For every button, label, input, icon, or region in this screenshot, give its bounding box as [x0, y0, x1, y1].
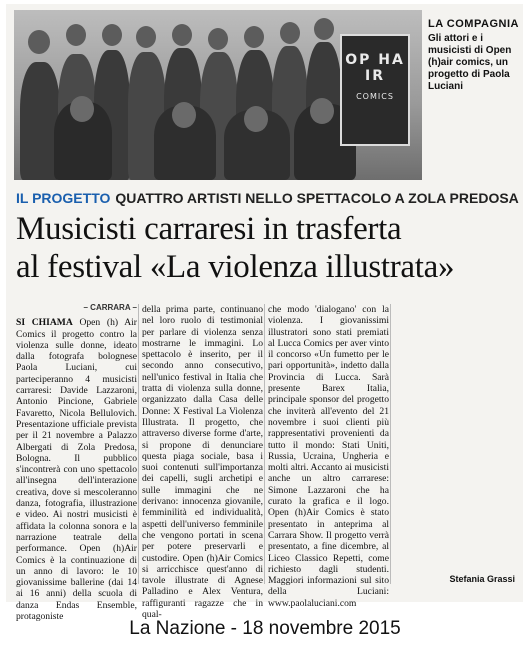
photo-caption	[428, 18, 520, 93]
article-lead: SI CHIAMA	[16, 317, 73, 329]
article-column-2	[142, 304, 263, 620]
column-divider	[390, 304, 391, 584]
logo-subtitle: COMICS	[356, 92, 394, 101]
column-1-text: Open (h) Air Comics il progetto contro la violenza sulle donne, ideato dalla fotografa bolognese Paola Luciani, cui parteciperanno 4 musicisti carraresi: Davide Lazzaroni, Antonio Pincione, Gabriele Favaretto, Nicola Bellulovich. Presentazione ufficiale prevista per il 21 novembre a Palazzo Albergati di Zola Predosa, Bologna. Il pubblico s'incontrerà con uno spettacolo all'insegna dell'interazione creativa, dove si mescoleranno danza, fotografia, illustrazione e video. Ai nostri musicisti è affidata la colonna sonora e la narrazione teatrale della performance. Open (h)Air Comics è la continuazione di un anno di lavoro: le 10 giovanissime ballerine (dai 14 ai 16 anni) della scuola di danza Endas Ensemble, protagoniste	[16, 317, 137, 623]
caption-title: LA COMPAGNIA	[428, 18, 519, 30]
newspaper-clipping	[6, 4, 523, 623]
author-signature: Stefania Grassi	[449, 574, 515, 584]
article-column-3	[268, 304, 389, 609]
kicker-label: IL PROGETTO	[16, 190, 111, 206]
kicker	[16, 190, 519, 206]
dateline: – CARRARA –	[83, 303, 137, 312]
company-photo	[14, 10, 422, 180]
column-3-text: che modo 'dialogano' con la violenza. I giovanissimi illustratori sono stati premiati al Lucca Comics per aver vinto il concorso «Un fumetto per le pari opportunità», indetto dalla Provincia di Lucca. Sarà presente Barex Italia, principale sponsor del progetto che inviterà all'evento del 21 novembre i suoi clienti più rappresentativi provenienti da tutto il mondo: Stati Uniti, Russia, Ucraina, Ungheria e molti altri. Accanto ai musicisti anche un altro carrarese: Simone Lazzaroni che ha curato la grafica e il logo. Open (h)Air Comics è stato presentato in anteprima al Carrara Show. Il progetto verrà presentato, a fine dicembre, al Liceo Classico Repetti, come richiesto dagli studenti. Maggiori informazioni sul sito della Luciani: www.paolaluciani.com	[268, 304, 389, 609]
open-hair-comics-logo	[340, 34, 410, 146]
column-divider	[264, 304, 265, 584]
headline-line-2: al festival «La violenza illustrata»	[16, 249, 455, 285]
article-column-1	[16, 302, 137, 622]
kicker-text: QUATTRO ARTISTI NELLO SPETTACOLO A ZOLA PREDOSA	[115, 190, 519, 206]
caption-text: Gli attori e i musicisti di Open (h)air comics, un progetto di Paola Luciani	[428, 33, 512, 92]
source-footer: La Nazione - 18 novembre 2015	[129, 618, 401, 639]
logo-title: OP HA IR	[345, 52, 405, 84]
headline	[16, 210, 516, 286]
column-2-text: della prima parte, continuano nel loro ruolo di testimonial per parlare di violenza senza mostrarne le immagini. Lo spettacolo è inserito, per il secondo anno consecutivo, nell'unico festival in Italia che tratta di violenza sulla donne, organizzato dalla Casa delle Donne: X Festival La Violenza Illustrata. Il progetto, che attraverso diverse forme d'arte, si propone di denunciare questa piaga sociale, basa i suoi contenuti sull'importanza dei capelli, sugli archetipi e sulle immagini che ne derivano: innocenza giovanile, femminilità ed individualità, aspetti dell'universo femminile che vengono portati in scena per potere preservarli e custodire. Open (h)Air Comics si arricchisce quest'anno di tavole illustrate di Agnese Palladino e Alex Ventura, raffiguranti ragazze che in qual-	[142, 304, 263, 621]
column-divider	[138, 304, 139, 584]
headline-line-1: Musicisti carraresi in trasferta	[16, 211, 402, 247]
